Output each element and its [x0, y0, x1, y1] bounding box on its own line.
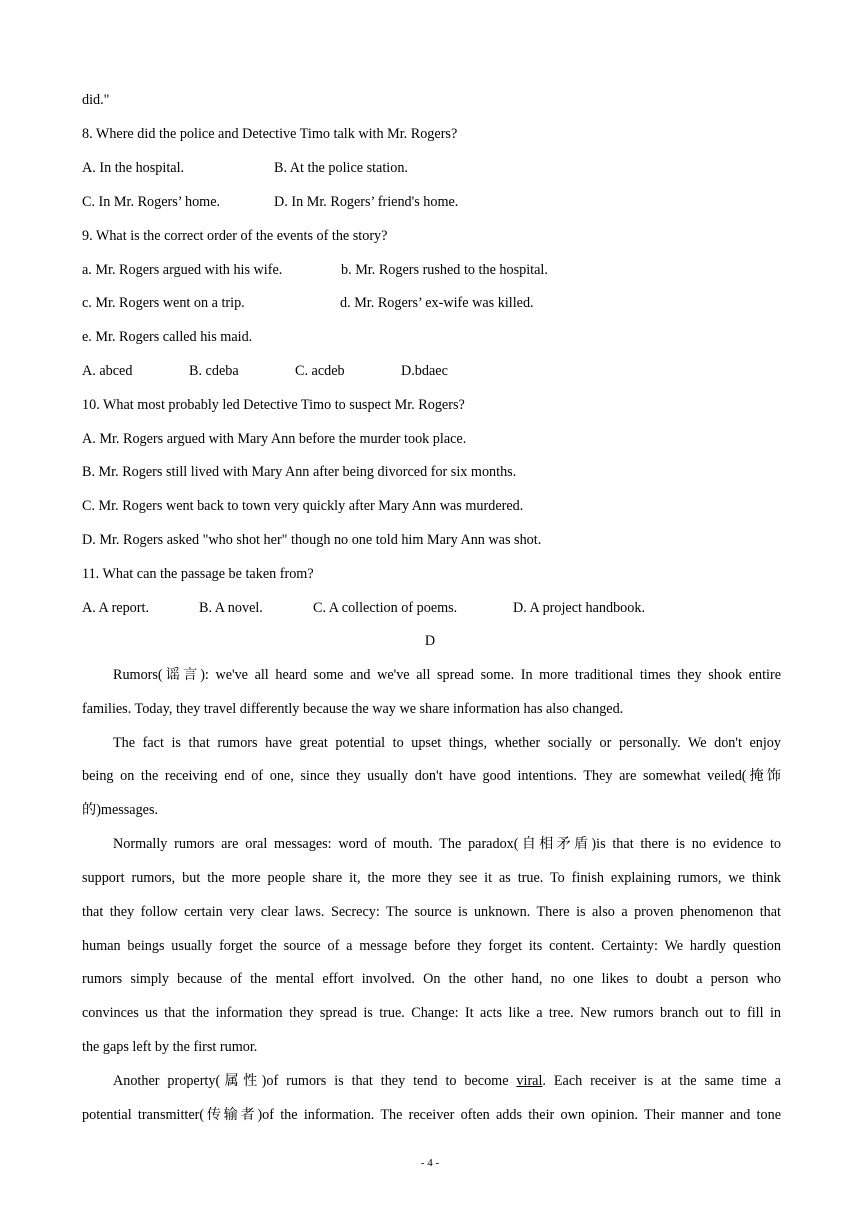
option-9d: D.bdaec — [401, 363, 448, 379]
paragraph-line: The fact is that rumors have great potential to upset things, whether socially or personally. We don't enjoy — [113, 735, 781, 751]
option-8a: A. In the hospital. — [82, 160, 185, 176]
option-10d: D. Mr. Rogers asked "who shot her" though no one told him Mary Ann was shot. — [82, 532, 542, 548]
paragraph-line: that they follow certain very clear laws. Secrecy: The source is unknown. There is also a proven phenomenon that — [82, 904, 781, 920]
paragraph-text: Another property(属性)of rumors is that they tend to become — [113, 1073, 517, 1089]
option-11b: B. A novel. — [199, 600, 263, 616]
option-8c: C. In Mr. Rogers’ home. — [82, 194, 221, 210]
paragraph-line: Rumors(谣言): we've all heard some and we've all spread some. In more traditional times they shook entire — [113, 667, 781, 683]
option-9a: A. abced — [82, 363, 133, 379]
option-10c: C. Mr. Rogers went back to town very quickly after Mary Ann was murdered. — [82, 498, 524, 514]
event-a: a. Mr. Rogers argued with his wife. — [82, 262, 283, 278]
option-8d: D. In Mr. Rogers’ friend's home. — [274, 194, 459, 210]
paragraph-line: 的)messages. — [82, 802, 159, 818]
page-number: - 4 - — [420, 1157, 440, 1169]
event-e: e. Mr. Rogers called his maid. — [82, 329, 253, 345]
paragraph-line: convinces us that the information they spread is true. Change: It acts like a tree. New rumors branch out to fill in — [82, 1005, 781, 1021]
paragraph-line: support rumors, but the more people share it, the more they see it as true. To finish explaining rumors, we think — [82, 870, 781, 886]
option-8b: B. At the police station. — [274, 160, 408, 176]
option-10b: B. Mr. Rogers still lived with Mary Ann after being divorced for six months. — [82, 464, 517, 480]
question-11: 11. What can the passage be taken from? — [82, 566, 314, 582]
paragraph-line: human beings usually forget the source of a message before they forget its content. Certainty: We hardly question — [82, 938, 781, 954]
paragraph-line: potential transmitter(传输者)of the information. The receiver often adds their own opinion. Their manner and tone — [82, 1107, 781, 1123]
question-8: 8. Where did the police and Detective Timo talk with Mr. Rogers? — [82, 126, 458, 142]
paragraph-line: families. Today, they travel differently because the way we share information has also changed. — [82, 701, 624, 717]
event-b: b. Mr. Rogers rushed to the hospital. — [341, 262, 548, 278]
paragraph-line: the gaps left by the first rumor. — [82, 1039, 258, 1055]
option-9b: B. cdeba — [189, 363, 239, 379]
text-line: did." — [82, 92, 110, 108]
option-11d: D. A project handbook. — [513, 600, 646, 616]
option-10a: A. Mr. Rogers argued with Mary Ann before the murder took place. — [82, 431, 467, 447]
underlined-word: viral — [516, 1073, 543, 1089]
paragraph-line: rumors simply because of the mental effort involved. On the other hand, no one likes to doubt a person who — [82, 971, 781, 987]
option-11c: C. A collection of poems. — [313, 600, 458, 616]
question-10: 10. What most probably led Detective Timo to suspect Mr. Rogers? — [82, 397, 465, 413]
event-d: d. Mr. Rogers’ ex-wife was killed. — [340, 295, 534, 311]
paragraph-line: being on the receiving end of one, since they usually don't have good intentions. They are somewhat veiled(掩饰 — [82, 768, 781, 784]
option-11a: A. A report. — [82, 600, 149, 616]
option-9c: C. acdeb — [295, 363, 345, 379]
paragraph-line — [113, 1072, 781, 1090]
section-heading: D — [424, 633, 436, 649]
question-9: 9. What is the correct order of the events of the story? — [82, 228, 388, 244]
paragraph-line: Normally rumors are oral messages: word of mouth. The paradox(自相矛盾)is that there is no evidence to — [113, 836, 781, 852]
event-c: c. Mr. Rogers went on a trip. — [82, 295, 245, 311]
paragraph-text: . Each receiver is at the same time a — [542, 1073, 781, 1089]
